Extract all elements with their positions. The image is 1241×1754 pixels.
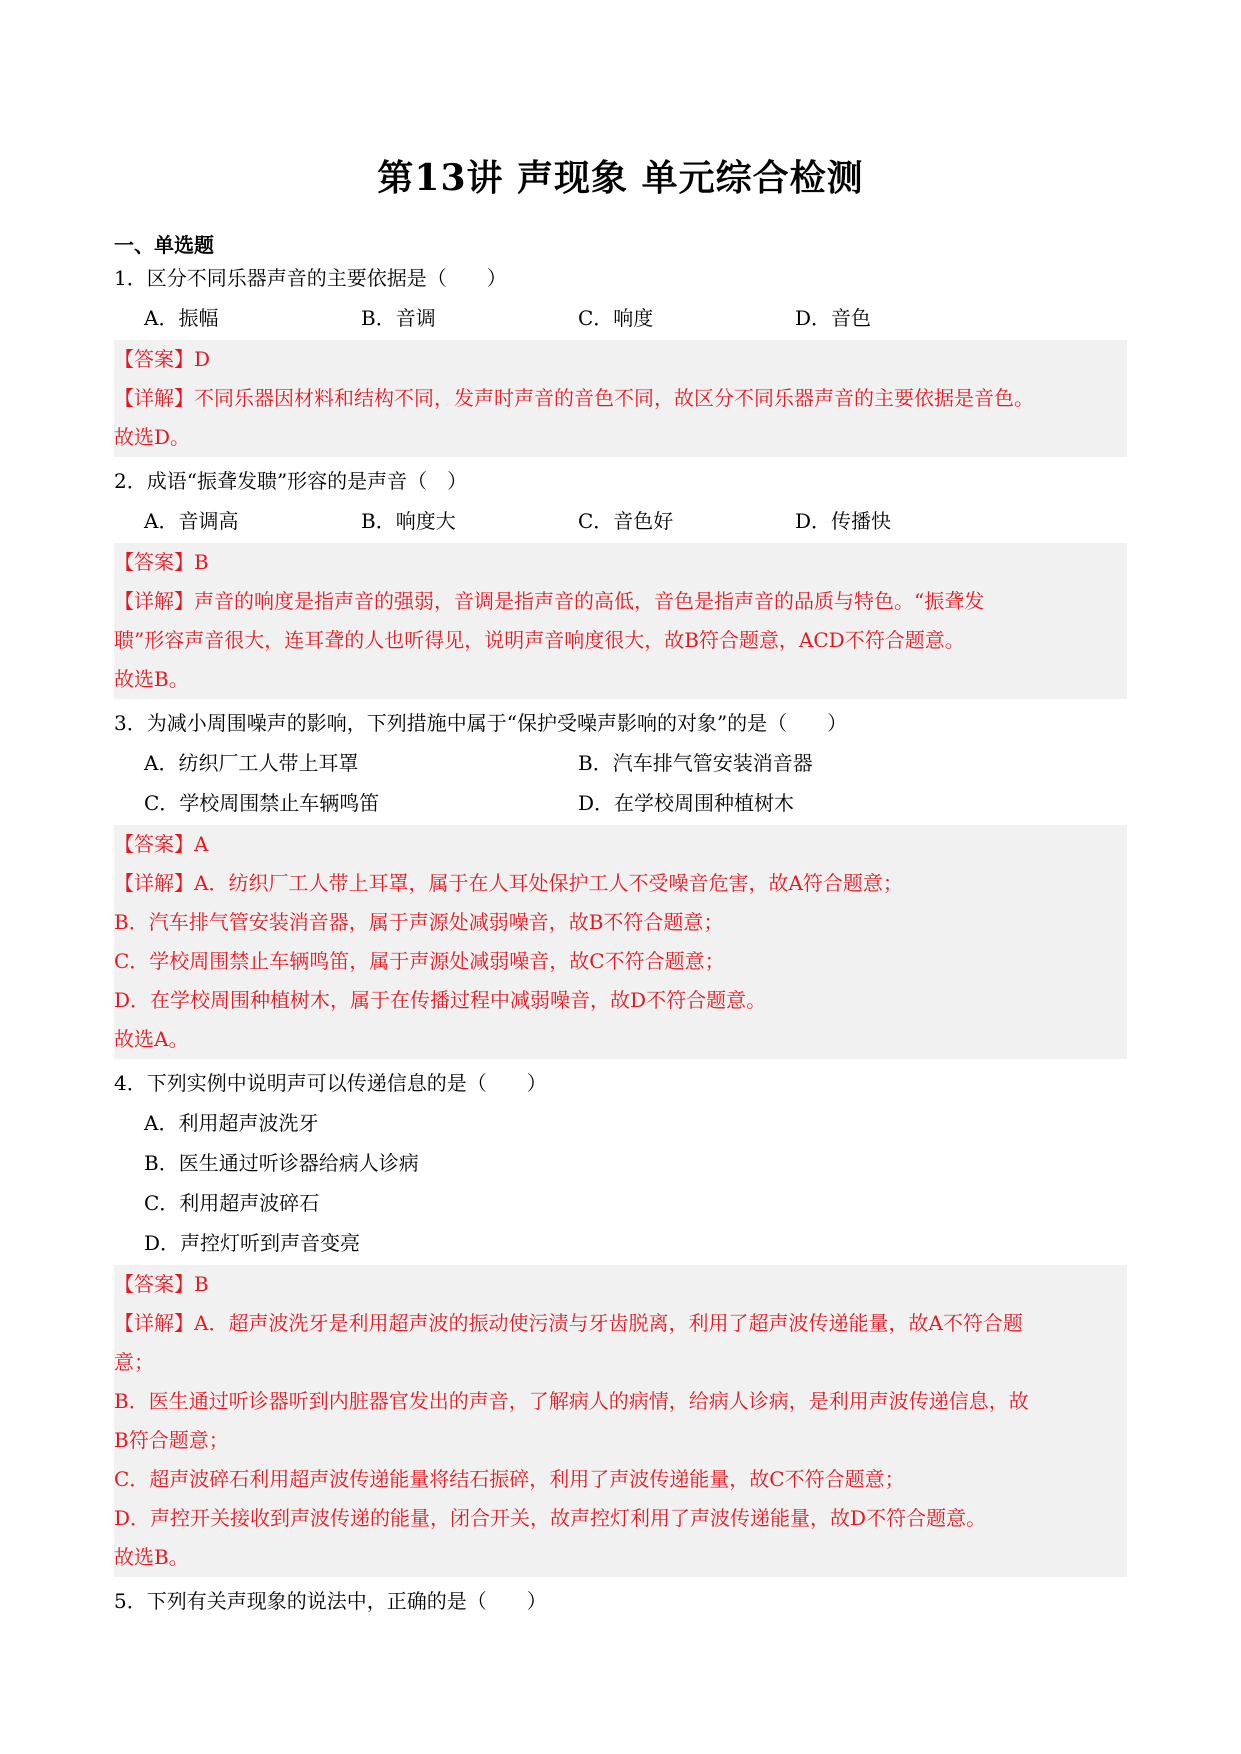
answer-line: B．汽车排气管安装消音器，属于声源处减弱噪音，故B不符合题意； <box>114 910 724 934</box>
answer-line: 聩”形容声音很大，连耳聋的人也听得见，说明声音响度很大，故B符合题意，ACD不符合题意。 <box>114 628 965 652</box>
answer-line: 故选B。 <box>114 1545 189 1569</box>
answer-line: 【详解】A．纺织厂工人带上耳罩，属于在人耳处保护工人不受噪音危害，故A符合题意； <box>114 871 903 895</box>
answer-line: 故选D。 <box>114 425 191 449</box>
question-1-options <box>114 298 1127 338</box>
option-a: A．振幅 <box>144 306 219 330</box>
option-c: C．学校周围禁止车辆鸣笛 <box>144 791 380 815</box>
answer-line: 【详解】不同乐器因材料和结构不同，发声时声音的音色不同，故区分不同乐器声音的主要依据是音色。 <box>114 386 1034 410</box>
answer-line: 【答案】D <box>114 347 211 371</box>
answer-line: 故选B。 <box>114 667 189 691</box>
question-3-answer-box <box>114 825 1127 1059</box>
option-c: C．响度 <box>578 306 654 330</box>
option-a: A．纺织厂工人带上耳罩 <box>144 751 359 775</box>
answer-line: 【答案】B <box>114 1272 209 1296</box>
option-c: C．利用超声波碎石 <box>144 1191 320 1215</box>
question-1-answer-box <box>114 340 1127 457</box>
answer-line: C．学校周围禁止车辆鸣笛，属于声源处减弱噪音，故C不符合题意； <box>114 949 725 973</box>
answer-line: B．医生通过听诊器听到内脏器官发出的声音，了解病人的病情，给病人诊病，是利用声波传递信息，故 <box>114 1389 1029 1413</box>
answer-line: B符合题意； <box>114 1428 229 1452</box>
option-a: A．音调高 <box>144 509 239 533</box>
question-2-answer-box <box>114 543 1127 699</box>
option-d: D．声控灯听到声音变亮 <box>144 1231 361 1255</box>
question-1-stem: 1．区分不同乐器声音的主要依据是（ ） <box>114 266 507 290</box>
question-3-options-row-2 <box>114 783 1127 823</box>
option-a: A．利用超声波洗牙 <box>144 1111 319 1135</box>
answer-line: 【详解】声音的响度是指声音的强弱，音调是指声音的高低，音色是指声音的品质与特色。“振聋发 <box>114 589 985 613</box>
option-c: C．音色好 <box>578 509 674 533</box>
option-b: B．医生通过听诊器给病人诊病 <box>144 1151 419 1175</box>
option-b: B．汽车排气管安装消音器 <box>578 751 813 775</box>
answer-line: 【详解】A．超声波洗牙是利用超声波的振动使污渍与牙齿脱离，利用了超声波传递能量，故A不符合题 <box>114 1311 1023 1335</box>
question-3-options-row-1 <box>114 743 1127 783</box>
question-2-stem: 2．成语“振聋发聩”形容的是声音（ ） <box>114 469 468 493</box>
answer-line: 【答案】B <box>114 550 209 574</box>
option-d: D．在学校周围种植树木 <box>578 791 795 815</box>
option-d: D．传播快 <box>795 509 892 533</box>
answer-line: D．声控开关接收到声波传递的能量，闭合开关，故声控灯利用了声波传递能量，故D不符合题意。 <box>114 1506 987 1530</box>
answer-line: 故选A。 <box>114 1027 189 1051</box>
question-4-answer-box <box>114 1265 1127 1577</box>
answer-line: 意； <box>114 1350 154 1374</box>
question-4-stem: 4．下列实例中说明声可以传递信息的是（ ） <box>114 1071 547 1095</box>
option-d: D．音色 <box>795 306 872 330</box>
answer-line: D．在学校周围种植树木，属于在传播过程中减弱噪音，故D不符合题意。 <box>114 988 767 1012</box>
content <box>114 232 1127 1621</box>
question-5-stem: 5．下列有关声现象的说法中，正确的是（ ） <box>114 1589 547 1613</box>
answer-line: C．超声波碎石利用超声波传递能量将结石振碎，利用了声波传递能量，故C不符合题意； <box>114 1467 905 1491</box>
question-3-stem: 3．为减小周围噪声的影响，下列措施中属于“保护受噪声影响的对象”的是（ ） <box>114 711 848 735</box>
section-heading: 一、单选题 <box>114 233 214 257</box>
option-b: B．音调 <box>361 306 436 330</box>
answer-line: 【答案】A <box>114 832 209 856</box>
page-title: 第13讲 声现象 单元综合检测 <box>377 157 864 199</box>
option-b: B．响度大 <box>361 509 456 533</box>
question-2-options <box>114 501 1127 541</box>
